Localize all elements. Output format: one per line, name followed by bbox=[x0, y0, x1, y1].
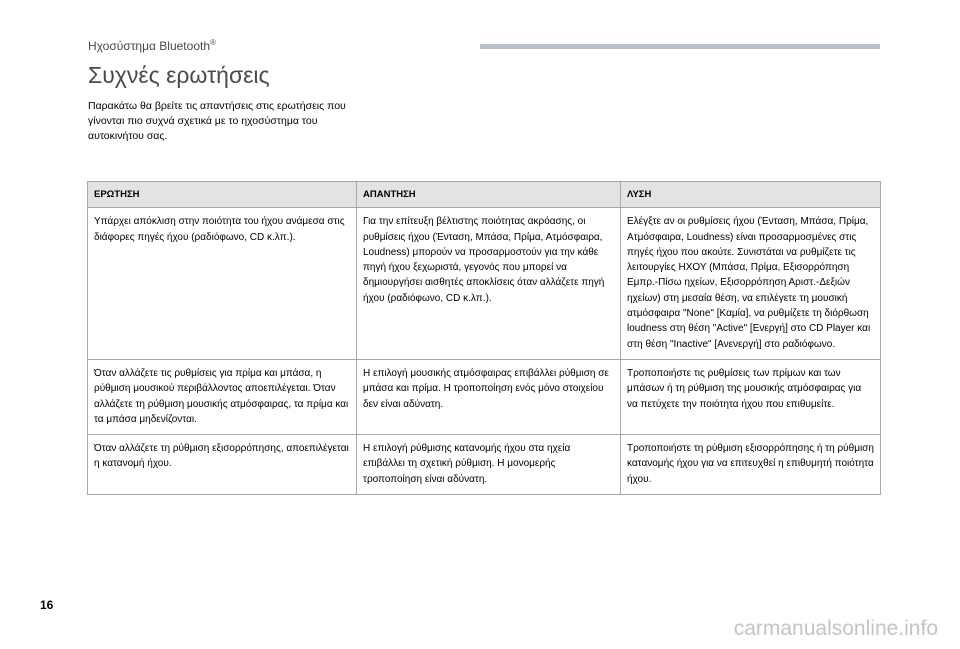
table-header-row bbox=[88, 182, 881, 208]
faq-table bbox=[87, 181, 881, 495]
table-row bbox=[88, 359, 881, 434]
column-header-question: ΕΡΩΤΗΣΗ bbox=[88, 182, 357, 208]
column-header-solution: ΛΥΣΗ bbox=[621, 182, 881, 208]
question-cell: Όταν αλλάζετε τις ρυθμίσεις για πρίμα και μπάσα, η ρύθμιση μουσικού περιβάλλοντος αποεπιλέγεται. Όταν αλλάζετε τη ρύθμιση μουσικής ατμόσφαιρας, τα πρίμα και τα μπάσα μηδενίζονται. bbox=[88, 359, 357, 434]
watermark: carmanualsonline.info bbox=[733, 617, 938, 640]
solution-cell: Ελέγξτε αν οι ρυθμίσεις ήχου (Ένταση, Μπάσα, Πρίμα, Ατμόσφαιρα, Loudness) είναι προσαρμοσμένες στις πηγές ήχου που ακούτε. Συνιστάται να ρυθμίζετε τις λειτουργίες ΗΧΟΥ (Μπάσα, Πρίμα, Εξισορρόπηση Εμπρ.-Πίσω ηχείων, Εξισορρόπηση Αριστ.-Δεξιών ηχείων) στη μεσαία θέση, να επιλέγετε τη μουσική ατμόσφαιρα "None" [Καμία], να ρυθμίζετε τη διόρθωση loudness στη θέση "Active" [Ενεργή] στο CD Player και στη θέση "Inactive" [Ανενεργή] στο ραδιόφωνο. bbox=[621, 208, 881, 360]
page-number: 16 bbox=[40, 598, 54, 612]
page-title: Συχνές ερωτήσεις bbox=[88, 62, 270, 88]
solution-cell: Τροποποιήστε τις ρυθμίσεις των πρίμων και των μπάσων ή τη ρύθμιση της μουσικής ατμόσφαιρας για να πετύχετε την ποιότητα ήχου που επιθυμείτε. bbox=[621, 359, 881, 434]
answer-cell: Για την επίτευξη βέλτιστης ποιότητας ακρόασης, οι ρυθμίσεις ήχου (Ένταση, Μπάσα, Πρίμα, Ατμόσφαιρα, Loudness) μπορούν να προσαρμοστούν για την κάθε πηγή ήχου ξεχωριστά, γεγονός που μπορεί να δημιουργήσει αισθητές αποκλίσεις όταν αλλάζετε πηγή ήχου (ραδιόφωνο, CD κ.λπ.). bbox=[357, 208, 621, 360]
header-divider-bar bbox=[480, 44, 880, 49]
section-header bbox=[88, 38, 216, 53]
column-header-answer: ΑΠΑΝΤΗΣΗ bbox=[357, 182, 621, 208]
table-row bbox=[88, 435, 881, 495]
answer-cell: Η επιλογή ρύθμισης κατανομής ήχου στα ηχεία επιβάλλει τη σχετική ρύθμιση. Η μονομερής τροποποίηση είναι αδύνατη. bbox=[357, 435, 621, 495]
table-row bbox=[88, 208, 881, 360]
solution-cell: Τροποποιήστε τη ρύθμιση εξισορρόπησης ή τη ρύθμιση κατανομής ήχου για να επιτευχθεί η επιθυμητή ποιότητα ήχου. bbox=[621, 435, 881, 495]
section-header-text: Ηχοσύστημα Bluetooth bbox=[88, 39, 210, 53]
intro-paragraph: Παρακάτω θα βρείτε τις απαντήσεις στις ερωτήσεις που γίνονται πιο συχνά σχετικά με το ηχοσύστημα του αυτοκινήτου σας. bbox=[88, 100, 346, 142]
registered-mark: ® bbox=[210, 38, 216, 47]
question-cell: Όταν αλλάζετε τη ρύθμιση εξισορρόπησης, αποεπιλέγεται η κατανομή ήχου. bbox=[88, 435, 357, 495]
answer-cell: Η επιλογή μουσικής ατμόσφαιρας επιβάλλει ρύθμιση σε μπάσα και πρίμα. Η τροποποίηση ενός μόνο στοιχείου δεν είναι αδύνατη. bbox=[357, 359, 621, 434]
question-cell: Υπάρχει απόκλιση στην ποιότητα του ήχου ανάμεσα στις διάφορες πηγές ήχου (ραδιόφωνο, CD κ.λπ.). bbox=[88, 208, 357, 360]
